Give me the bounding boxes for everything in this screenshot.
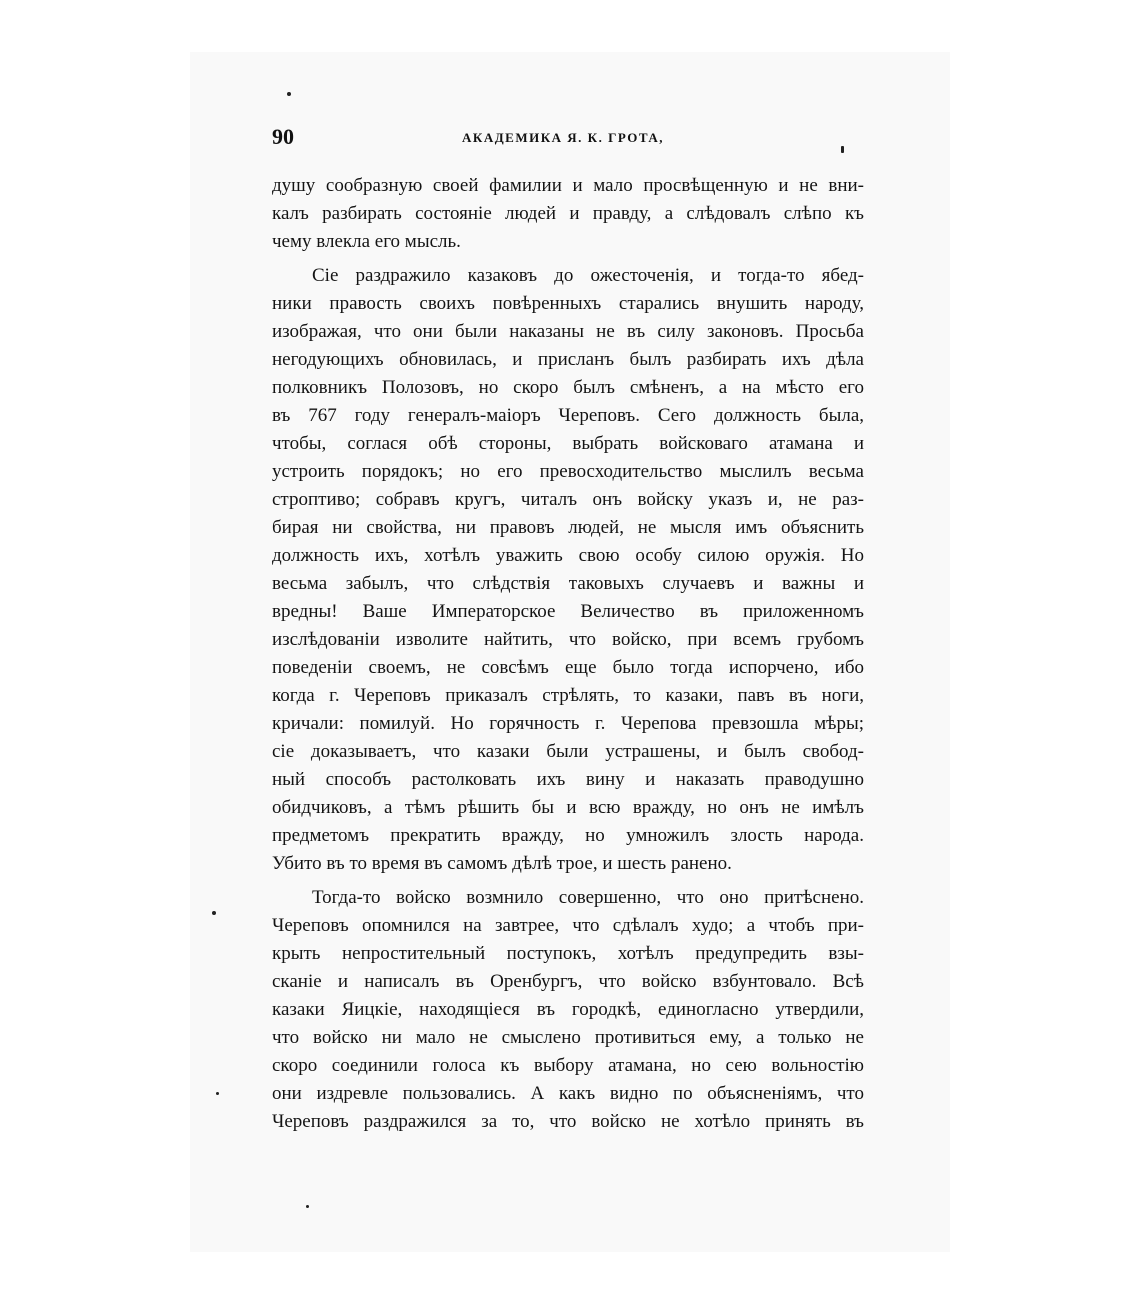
text-line: Убито въ то время въ самомъ дѣлѣ трое, и шесть ранено. — [272, 853, 732, 874]
text-line: поведеніи своемъ, не совсѣмъ еще было тогда испорчено, ибо — [272, 657, 864, 678]
text-line: ный способъ растолковать ихъ вину и наказать праводушно — [272, 769, 864, 790]
text-line: вредны! Ваше Императорское Величество въ приложенномъ — [272, 601, 864, 622]
page-number: 90 — [272, 124, 294, 149]
text-line: скоро соединили голоса къ выбору атамана, но сею вольностію — [272, 1055, 864, 1076]
text-line: Сіе раздражило казаковъ до ожесточенія, и тогда-то ябед- — [312, 265, 864, 286]
page-header — [272, 122, 864, 152]
text-line: казаки Яицкіе, находящіеся въ городкѣ, единогласно утвердили, — [272, 999, 864, 1020]
scan-speck — [841, 146, 844, 153]
scan-speck — [212, 911, 216, 915]
body-text — [272, 172, 864, 1136]
text-line: весьма забылъ, что слѣдствія таковыхъ случаевъ и важны и — [272, 573, 864, 594]
text-line: полковникъ Полозовъ, но скоро былъ смѣненъ, а на мѣсто его — [272, 377, 864, 398]
text-line: крыть непростительный поступокъ, хотѣлъ предупредить взы- — [272, 943, 864, 964]
text-line: что войско ни мало не смыслено противиться ему, а только не — [272, 1027, 864, 1048]
text-line: устроить порядокъ; но его превосходительство мыслилъ весьма — [272, 461, 864, 482]
scan-speck — [287, 92, 291, 96]
text-line: калъ разбирать состояніе людей и правду, а слѣдовалъ слѣпо къ — [272, 203, 864, 224]
text-line: сканіе и написалъ въ Оренбургъ, что войско взбунтовало. Всѣ — [272, 971, 864, 992]
text-line: бирая ни свойства, ни правовъ людей, не мысля имъ объяснить — [272, 517, 864, 538]
text-line: они издревле пользовались. А какъ видно по объясненіямъ, что — [272, 1083, 864, 1104]
text-line: когда г. Череповъ приказалъ стрѣлять, то казаки, павъ въ ноги, — [272, 685, 864, 706]
scan-speck — [306, 1205, 309, 1208]
text-line: обидчиковъ, а тѣмъ рѣшить бы и всю вражду, но онъ не имѣлъ — [272, 797, 864, 818]
text-line: душу сообразную своей фамилии и мало просвѣщенную и не вни- — [272, 175, 864, 196]
text-line: Череповъ опомнился на завтрее, что сдѣлалъ худо; а чтобъ при- — [272, 915, 864, 936]
text-line: кричали: помилуй. Но горячность г. Черепова превзошла мѣры; — [272, 713, 864, 734]
text-line: должность ихъ, хотѣлъ уважить свою особу силою оружія. Но — [272, 545, 864, 566]
text-line: чтобы, соглася обѣ стороны, выбрать войсковаго атамана и — [272, 433, 864, 454]
text-line: Череповъ раздражился за то, что войско не хотѣло принять въ — [272, 1111, 864, 1132]
scan-speck — [216, 1092, 219, 1095]
running-head: АКАДЕМИКА Я. К. ГРОТА, — [462, 130, 664, 145]
text-line: изображая, что они были наказаны не въ силу законовъ. Просьба — [272, 321, 864, 342]
text-line: сіе доказываетъ, что казаки были устрашены, и былъ свобод- — [272, 741, 864, 762]
text-line: негодующихъ обновилась, и присланъ былъ разбирать ихъ дѣла — [272, 349, 864, 370]
text-line: чему влекла его мысль. — [272, 231, 461, 252]
text-line: строптиво; собравъ кругъ, читалъ онъ войску указъ и, не раз- — [272, 489, 864, 510]
text-line: предметомъ прекратить вражду, но умножилъ злость народа. — [272, 825, 864, 846]
text-line: ники правость своихъ повѣренныхъ старались внушить народу, — [272, 293, 864, 314]
text-line: въ 767 году генералъ-маіоръ Череповъ. Сего должность была, — [272, 405, 864, 426]
text-line: Тогда-то войско возмнило совершенно, что оно притѣснено. — [312, 887, 864, 908]
text-line: изслѣдованіи изволите найтить, что войско, при всемъ грубомъ — [272, 629, 864, 650]
